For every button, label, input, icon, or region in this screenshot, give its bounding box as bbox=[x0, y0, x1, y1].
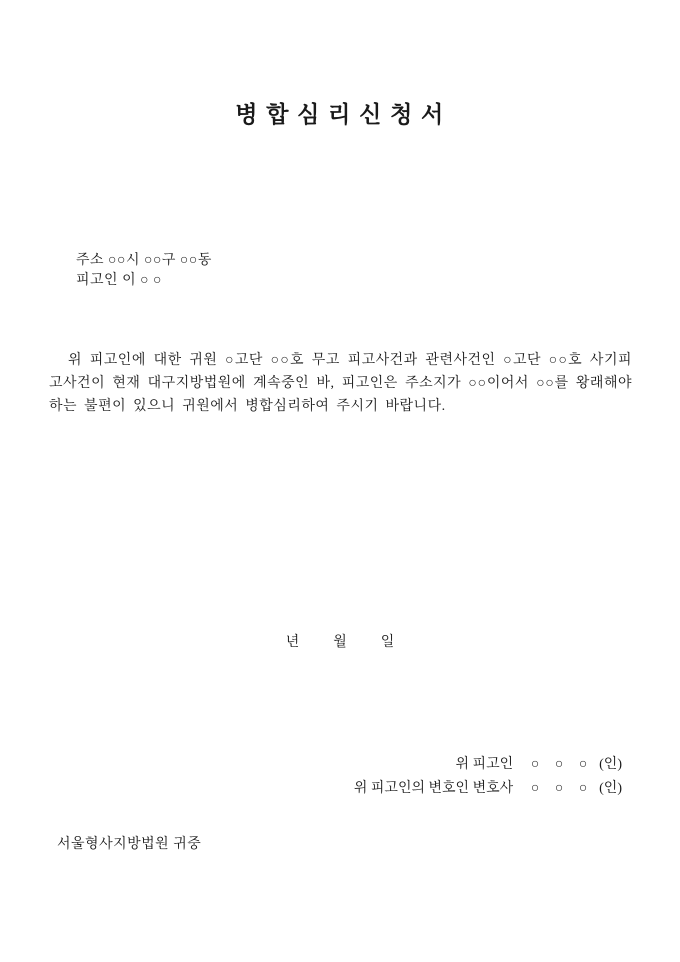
seal-mark: (인) bbox=[599, 757, 622, 772]
name-circle: ○ bbox=[554, 757, 564, 772]
name-circle: ○ bbox=[554, 781, 564, 796]
date-line bbox=[0, 631, 680, 651]
document-title: 병 합 심 리 신 청 서 bbox=[235, 102, 445, 127]
address-block bbox=[76, 251, 212, 291]
signature-name-placeholders bbox=[523, 753, 595, 777]
signature-row-defendant bbox=[354, 753, 622, 777]
recipient-court-line: 서울형사지방법원 귀중 bbox=[57, 837, 202, 852]
name-circle: ○ bbox=[530, 781, 540, 796]
signature-label-attorney: 위 피고인의 변호인 변호사 bbox=[353, 781, 514, 796]
name-circle: ○ bbox=[530, 757, 540, 772]
body-paragraph: 위 피고인에 대한 귀원 ○고단 ○○호 무고 피고사건과 관련사건인 ○고단 ○○호 사기피고사건이 현재 대구지방법원에 계속중인 바, 피고인은 주소지가 ○○이어서 ○○를 왕래해야 하는 불편이 있으니 귀원에서 병합심리하여 주시기 바랍니다. bbox=[49, 353, 632, 414]
signature-block bbox=[354, 753, 622, 801]
seal-mark: (인) bbox=[599, 781, 622, 796]
address-line: 주소 ○○시 ○○구 ○○동 bbox=[76, 253, 212, 268]
name-circle: ○ bbox=[578, 757, 588, 772]
defendant-line: 피고인 이 ○ ○ bbox=[76, 273, 163, 288]
date-month-label: 월 bbox=[333, 635, 347, 650]
signature-label-defendant: 위 피고인 bbox=[455, 757, 514, 772]
name-circle: ○ bbox=[578, 781, 588, 796]
signature-name-placeholders bbox=[523, 777, 595, 801]
date-year-label: 년 bbox=[285, 635, 300, 650]
date-day-label: 일 bbox=[380, 635, 395, 650]
signature-row-attorney bbox=[354, 777, 622, 801]
